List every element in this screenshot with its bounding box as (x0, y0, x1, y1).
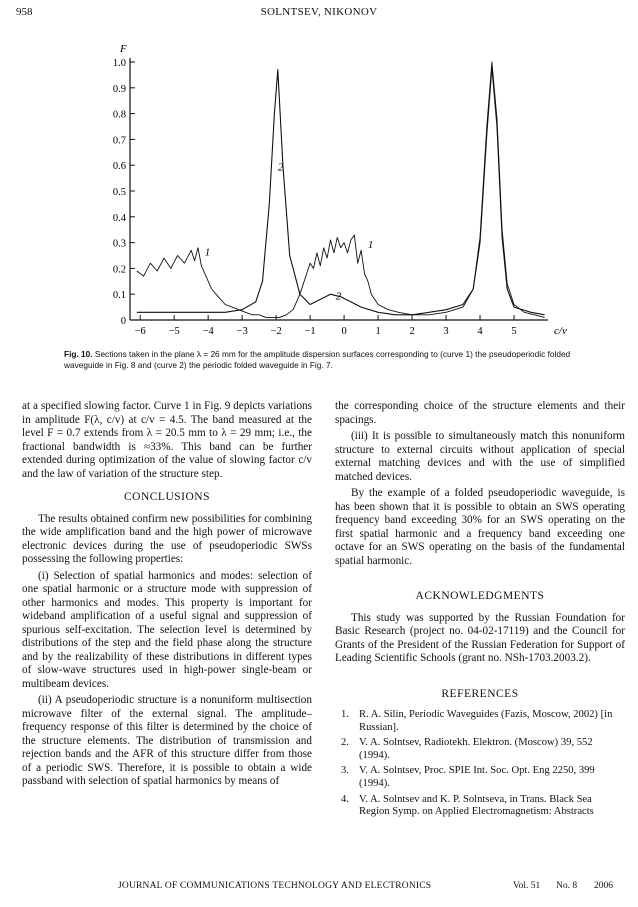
y-tick-label: 0.8 (112, 109, 126, 121)
series-2-line (137, 67, 545, 315)
y-tick-label: 0.2 (112, 264, 126, 276)
y-tick-label: 0.7 (112, 135, 126, 147)
y-tick-label: 0.4 (112, 212, 126, 224)
x-tick-label: −6 (134, 326, 146, 337)
y-axis-label: F (120, 43, 127, 55)
running-header (0, 6, 638, 22)
y-tick-label: 0.9 (112, 83, 126, 95)
y-tick-label: 0 (120, 316, 126, 327)
chart-series (137, 62, 545, 317)
y-tick-label: 1.0 (112, 58, 126, 69)
page-number: 958 (16, 6, 33, 18)
reference-item: 3. V. A. Solntsev, Proc. SPIE Int. Soc. Opt. Eng 2250, 399 (1994). (341, 765, 595, 789)
references-heading: REFERENCES (441, 687, 519, 700)
reference-item: 4. V. A. Solntsev and K. P. Solntseva, in Trans. Black Sea Region Symp. on Applied Electromagnetism: Abstracts (341, 793, 594, 818)
intro-paragraph: at a specified slowing factor. Curve 1 in Fig. 9 depicts variations in amplitude F(λ, c/v) at c/v = 4.5. The band measured at the level F = 0.7 extends from λ = 20.5 mm to λ = 29 mm; i.e., the fractional bandwidth is ≈33%. This band can be further extended during optimization of the value of slowing factor c/v and the law of variation of the structure step. (22, 400, 312, 480)
x-tick-label: −5 (168, 326, 180, 337)
curve-label: 2 (277, 161, 284, 174)
figure-caption (64, 349, 574, 371)
acknowledgments-heading: ACKNOWLEDGMENTS (415, 590, 545, 602)
right-column (335, 400, 625, 822)
acknowledgments-text: This study was supported by the Russian Foundation for Basic Research (project no. 04-02-17119) and the Council for Grants of the President of the Russian Federation for Support of Leading Scientific Schools (grant no. NSh-1703.2003.2). (335, 611, 625, 664)
reference-item: 1. R. A. Silin, Periodic Waveguides (Fazis, Moscow, 2002) [in Russian]. (341, 709, 613, 733)
x-tick-label: −2 (270, 326, 282, 337)
caption-text: Sections taken in the plane λ = 26 mm for the amplitude dispersion surfaces corresponding to (curve 1) the pseudoperiodic folded waveguide in Fig. 8 and (curve 2) the periodic folded waveguide in Fig. 7. (64, 349, 571, 370)
journal-volume: Vol. 51 (513, 881, 541, 891)
x-tick-label: −4 (202, 326, 214, 337)
x-tick-label: 0 (341, 326, 347, 337)
caption-label: Fig. 10. (64, 349, 93, 359)
figure-10-chart (0, 30, 638, 340)
x-tick-label: −3 (236, 326, 248, 337)
property-iii-paragraph: (iii) It is possible to simultaneously match this nonuniform structure to external circuits without application of special external matching devices and with the use of simplified matched devices. (335, 430, 625, 483)
x-tick-label: 5 (511, 326, 517, 337)
reference-item: 2. V. A. Solntsev, Radiotekh. Elektron. (Moscow) 39, 552 (1994). (341, 737, 593, 761)
x-tick-label: 1 (375, 326, 381, 337)
conclusions-paragraph-2: (i) Selection of spatial harmonics and modes: selection of one spatial harmonic or a structure mode with suppression of other harmonics and modes. This property is important for wideband amplification of a useful signal and suppression of spurious self-excitation. The selection level is determined by distributions of the step and the field phase along the structure and by the realizability of these distributions in different types of slow-wave structures used in high-power single-beam or multibeam devices. (22, 569, 312, 690)
x-tick-label: −1 (304, 326, 316, 337)
x-axis-label: c/v (554, 325, 567, 337)
chart-curve-labels (205, 161, 374, 302)
running-title: SOLNTSEV, NIKONOV (260, 6, 378, 18)
conclusions-heading: CONCLUSIONS (123, 491, 210, 503)
x-tick-label: 3 (443, 326, 449, 337)
conclusions-paragraph-3: (ii) A pseudoperiodic structure is a nonuniform multisection microwave filter of the external signal. The amplitude–frequency response of this filter is determined by the choice of the structure elements. The distribution of transmission and rejection bands and the AFR of this structure differ from those of a periodic SWS. Therefore, it is possible to obtain a wide passband with selection of spatial harmonics by means of (22, 694, 312, 787)
continued-paragraph: the corresponding choice of the structure elements and their spacings. (335, 400, 625, 426)
curve-label: 1 (367, 238, 374, 251)
summary-paragraph: By the example of a folded pseudoperiodic waveguide, is has been shown that it is possible to obtain an SWS operating frequency band exceeding 30% for an SWS operating on the first spatial harmonic and a frequency band exceeding one octave for an SWS operating on the basis of the fundamental spatial harmonic. (335, 487, 625, 567)
curve-label: 1 (204, 246, 211, 259)
journal-number: No. 8 (556, 881, 578, 891)
x-tick-label: 2 (409, 326, 415, 337)
chart-ticks (113, 58, 517, 337)
y-tick-label: 0.3 (112, 238, 126, 250)
y-tick-label: 0.5 (112, 187, 126, 198)
y-tick-label: 0.6 (112, 161, 126, 173)
journal-year: 2006 (594, 881, 613, 891)
journal-name: JOURNAL OF COMMUNICATIONS TECHNOLOGY AND ELECTRONICS (118, 881, 432, 891)
conclusions-paragraph-1: The results obtained confirm new possibilities for combining the wide amplification band and the high power of microwave electronic devices during the use of pseudoperiodic SWSs possessing the following properties: (22, 512, 312, 565)
left-column (22, 400, 312, 792)
curve-label: 2 (335, 290, 342, 303)
y-tick-label: 0.1 (112, 290, 126, 302)
references-list (335, 709, 625, 819)
x-tick-label: 4 (477, 326, 483, 337)
